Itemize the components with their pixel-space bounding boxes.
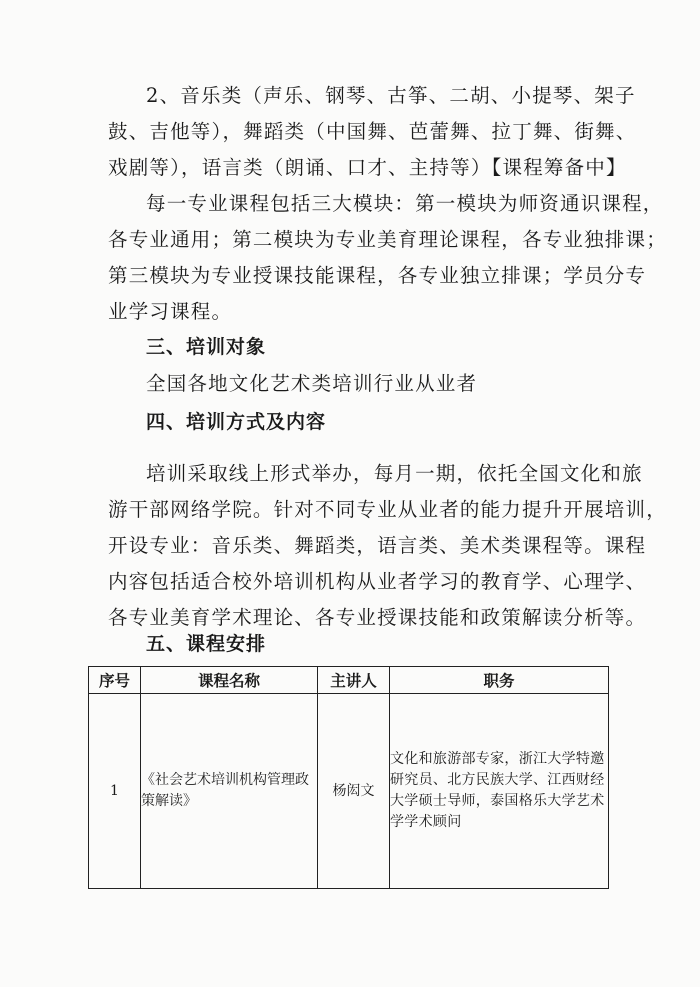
body-line-7: 业学习课程。 [108, 300, 233, 323]
section-4-line-5: 各专业美育学术理论、各专业授课技能和政策解读分析等。 [108, 606, 647, 629]
body-line-1: 2、音乐类（声乐、钢琴、古筝、二胡、小提琴、架子 [146, 84, 636, 107]
table-header-row [89, 667, 609, 694]
cell-index: 1 [89, 694, 141, 889]
body-line-5: 各专业通用；第二模块为专业美育理论课程，各专业独排课； [108, 228, 667, 251]
section-3-text: 全国各地文化艺术类培训行业从业者 [146, 372, 478, 395]
section-5-heading: 五、课程安排 [146, 633, 267, 655]
section-3-heading: 三、培训对象 [146, 336, 267, 358]
header-position: 职务 [390, 667, 609, 694]
body-line-4: 每一专业课程包括三大模块：第一模块为师资通识课程， [146, 192, 664, 215]
header-lecturer: 主讲人 [318, 667, 390, 694]
cell-position: 文化和旅游部专家，浙江大学特邀研究员、北方民族大学、江西财经大学硕士导师，泰国格乐大学艺术学学术顾问 [390, 694, 609, 889]
section-4-line-3: 开设专业：音乐类、舞蹈类，语言类、美术类课程等。课程 [108, 534, 647, 557]
table-row [89, 694, 609, 889]
section-4-line-2: 游干部网络学院。针对不同专业从业者的能力提升开展培训， [108, 498, 667, 521]
body-line-2: 鼓、吉他等），舞蹈类（中国舞、芭蕾舞、拉丁舞、街舞、 [108, 120, 637, 143]
cell-course-name: 《社会艺术培训机构管理政策解读》 [141, 694, 318, 889]
header-course-name: 课程名称 [141, 667, 318, 694]
section-4-heading: 四、培训方式及内容 [146, 411, 327, 433]
body-line-3: 戏剧等），语言类（朗诵、口才、主持等）【课程筹备中】 [108, 156, 627, 179]
section-4-line-4: 内容包括适合校外培训机构从业者学习的教育学、心理学、 [108, 570, 647, 593]
cell-lecturer: 杨闳文 [318, 694, 390, 889]
course-schedule-table [88, 666, 609, 889]
body-line-6: 第三模块为专业授课技能课程，各专业独立排课；学员分专 [108, 264, 647, 287]
header-index: 序号 [89, 667, 141, 694]
section-4-line-1: 培训采取线上形式举办，每月一期，依托全国文化和旅 [146, 462, 643, 485]
